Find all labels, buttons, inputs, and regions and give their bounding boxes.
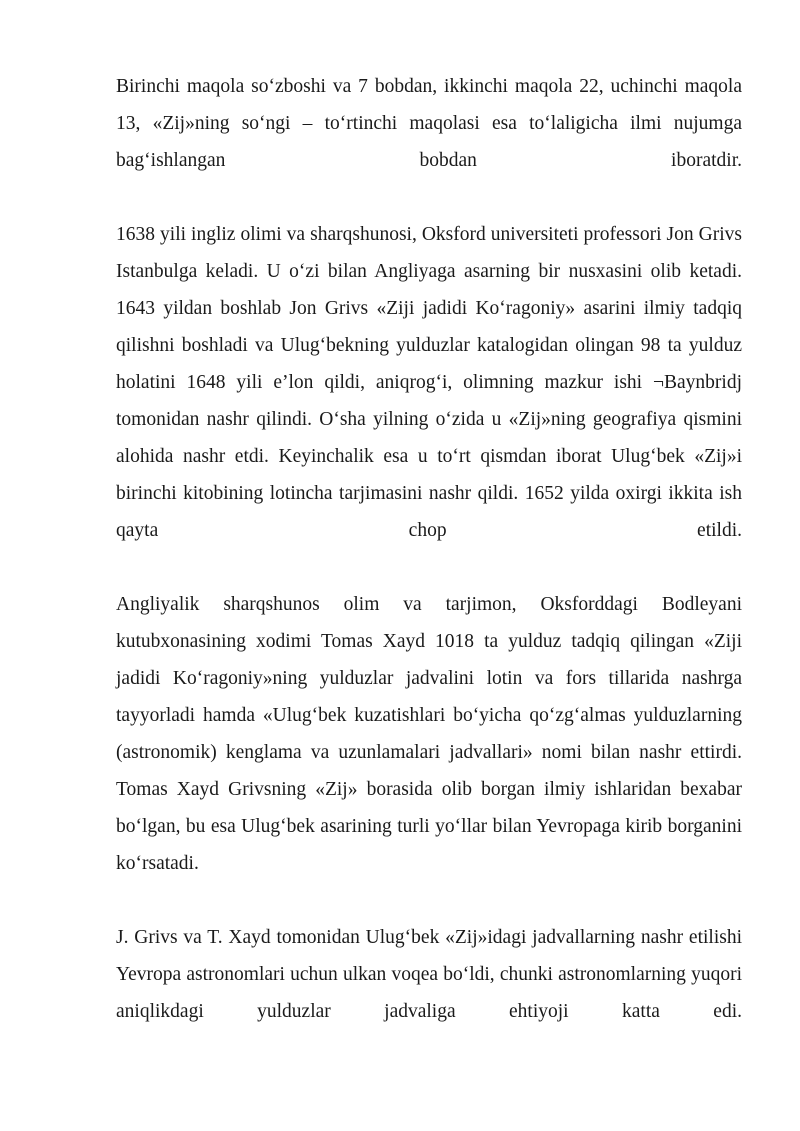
- paragraph-2: 1638 yili ingliz olimi va sharqshunosi, Oksford universiteti professori Jon Grivs Istanbulga keladi. U o‘zi bilan Angliyaga asarning bir nusxasini olib ketadi. 1643 yildan boshlab Jon Grivs «Ziji jadidi Ko‘ragoniy» asarini ilmiy tadqiq qilishni boshladi va Ulug‘bekning yulduzlar katalogidan olingan 98 ta yulduz holatini 1648 yili e’lon qildi, aniqrog‘i, olimning mazkur ishi ¬Baynbridj tomonidan nashr qilindi. O‘sha yilning o‘zida u «Zij»ning geografiya qismini alohida nashr etdi. Keyinchalik esa u to‘rt qismdan iborat Ulug‘bek «Zij»i birinchi kitobining lotincha tarjimasini nashr qildi. 1652 yilda oxirgi ikkita ish qayta chop etildi.: [116, 224, 742, 541]
- paragraph-1: Birinchi maqola so‘zboshi va 7 bobdan, ikkinchi maqola 22, uchinchi maqola 13, «Zij»ning so‘ngi – to‘rtinchi maqolasi esa to‘laligicha ilmi nujumga bag‘ishlangan bobdan iboratdir.: [116, 76, 742, 171]
- paragraph-3: Angliyalik sharqshunos olim va tarjimon, Oksforddagi Bodleyani kutubxonasining xodimi Tomas Xayd 1018 ta yulduz tadqiq qilingan «Ziji jadidi Ko‘ragoniy»ning yulduzlar jadvalini lotin va fors tillarida nashrga tayyorladi hamda «Ulug‘bek kuzatishlari bo‘yicha qo‘zg‘almas yulduzlarning (astronomik) kenglama va uzunlamalari jadvallari» nomi bilan nashr ettirdi. Tomas Xayd Grivsning «Zij» borasida olib borgan ilmiy ishlaridan bexabar bo‘lgan, bu esa Ulug‘bek asarining turli yo‘llar bilan Yevropaga kirib borganini ko‘rsatadi.: [116, 594, 742, 874]
- paragraph-4: J. Grivs va T. Xayd tomonidan Ulug‘bek «Zij»idagi jadvallarning nashr etilishi Yevropa astronomlari uchun ulkan voqea bo‘ldi, chunki astronomlarning yuqori aniqlikdagi yulduzlar jadvaliga ehtiyoji katta edi.: [116, 927, 742, 1022]
- document-body: [116, 68, 742, 1067]
